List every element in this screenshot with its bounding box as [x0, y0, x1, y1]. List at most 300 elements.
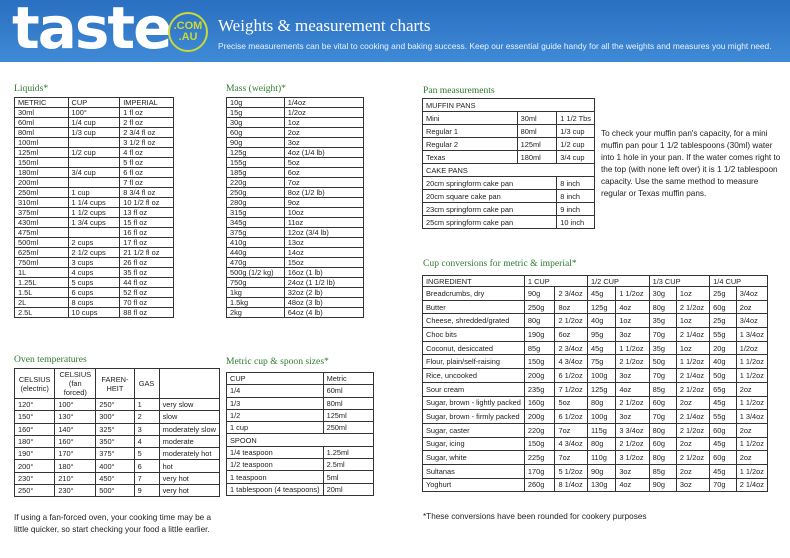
- table-cell: 2 1/2 cups: [68, 248, 120, 258]
- table-row: [227, 208, 364, 218]
- table-row: [15, 138, 174, 148]
- table-row: [423, 396, 768, 410]
- table-cell: 6 fl oz: [120, 168, 174, 178]
- table-cell: 1.25ml: [323, 446, 373, 458]
- table-row: [15, 423, 220, 435]
- table-cell: 30ml: [517, 112, 557, 125]
- table-cell: 1.25L: [15, 278, 69, 288]
- oven-header-row: [15, 369, 220, 399]
- metric-header-row: [227, 373, 374, 385]
- table-cell: 155g: [227, 158, 285, 168]
- table-cell: 1/3 cup: [68, 128, 120, 138]
- table-cell: 2 1/4oz: [676, 328, 709, 342]
- table-cell: 1 1/2oz: [736, 437, 767, 451]
- table-cell: 2.5L: [15, 308, 69, 318]
- table-cell: 90g: [588, 464, 616, 478]
- table-cell: 7oz: [284, 178, 363, 188]
- page-subtitle: Precise measurements can be vital to cooking and baking success. Keep our essential guide handy for all the weights and measures you might need.: [218, 41, 772, 51]
- table-cell: 2 1/2oz: [676, 382, 709, 396]
- table-row: [227, 308, 364, 318]
- table-cell: 130°: [55, 411, 96, 423]
- table-cell: 250g: [524, 300, 555, 314]
- table-cell: 35g: [649, 341, 676, 355]
- table-cell: 1/4 teaspoon: [227, 446, 324, 458]
- table-cell: 350°: [96, 435, 134, 447]
- table-cell: 1/2 cup: [557, 138, 595, 151]
- table-cell: 180ml: [517, 151, 557, 164]
- table-row: [423, 190, 595, 203]
- table-cell: 60g: [710, 300, 737, 314]
- pan-note: To check your muffin pan's capacity, for a mini muffin pan pour 1 1/2 tablespoons (30ml) water into 1 hole in your pan. If the water comes right to the top (with none left over) it is 1 1/2 tablespoon capacity. Use the same method to measure regular or Texas muffin pans.: [601, 129, 781, 198]
- table-cell: 50g: [710, 369, 737, 383]
- table-cell: 2 3/4oz: [555, 341, 588, 355]
- conversions-header-cell: 1/2 CUP: [588, 276, 650, 287]
- conversions-header-cell: 1/3 CUP: [649, 276, 710, 287]
- conversions-table: [422, 275, 768, 492]
- table-cell: 10g: [227, 98, 285, 108]
- table-cell: 4: [134, 435, 159, 447]
- table-cell: 80ml: [15, 128, 69, 138]
- mass-table: [226, 97, 364, 318]
- table-cell: 3oz: [616, 328, 649, 342]
- table-cell: 80g: [649, 451, 676, 465]
- table-cell: 1 1/2 Tbs: [557, 112, 595, 125]
- table-row: [15, 108, 174, 118]
- table-cell: 8 inch: [557, 177, 595, 190]
- table-cell: 375ml: [15, 208, 69, 218]
- table-cell: 500ml: [15, 238, 69, 248]
- table-cell: 100g: [588, 410, 616, 424]
- table-cell: 220g: [227, 178, 285, 188]
- table-row: [227, 248, 364, 258]
- table-cell: 625ml: [15, 248, 69, 258]
- table-cell: 200g: [524, 410, 555, 424]
- table-cell: 1/4oz: [284, 98, 363, 108]
- liquids-header-row: [15, 98, 174, 108]
- table-cell: 470g: [227, 258, 285, 268]
- table-cell: 8 inch: [557, 190, 595, 203]
- table-cell: 20g: [710, 341, 737, 355]
- table-cell: 5oz: [284, 158, 363, 168]
- table-row: [423, 437, 768, 451]
- table-cell: 20ml: [323, 483, 373, 495]
- table-cell: 60g: [710, 451, 737, 465]
- header-banner: [0, 0, 790, 62]
- table-cell: 14oz: [284, 248, 363, 258]
- table-cell: 100ml: [15, 138, 69, 148]
- table-cell: 1.5kg: [227, 298, 285, 308]
- table-cell: 1 1/2oz: [736, 464, 767, 478]
- table-row: [15, 399, 220, 411]
- table-cell: Sugar, caster: [423, 423, 525, 437]
- table-cell: 2 1/2oz: [676, 423, 709, 437]
- table-cell: 6 cups: [68, 288, 120, 298]
- table-row: [15, 460, 220, 472]
- table-cell: 1 1/2oz: [736, 396, 767, 410]
- table-row: [15, 188, 174, 198]
- table-cell: 7oz: [555, 423, 588, 437]
- conversions-title: Cup conversions for metric & imperial*: [423, 258, 577, 269]
- table-cell: 60ml: [323, 385, 373, 397]
- table-row: [15, 448, 220, 460]
- table-cell: 125ml: [323, 409, 373, 421]
- table-cell: 6oz: [555, 328, 588, 342]
- table-cell: 1oz: [676, 287, 709, 301]
- table-row: [227, 446, 374, 458]
- table-row: [423, 382, 768, 396]
- table-cell: 2 1/2oz: [676, 451, 709, 465]
- table-row: [15, 228, 174, 238]
- table-row: [227, 288, 364, 298]
- table-cell: 64oz (4 lb): [284, 308, 363, 318]
- table-cell: 16 fl oz: [120, 228, 174, 238]
- table-cell: 3/4 cup: [68, 168, 120, 178]
- table-cell: 23cm springform cake pan: [423, 203, 557, 216]
- table-row: [15, 411, 220, 423]
- table-cell: 160°: [55, 435, 96, 447]
- table-cell: [68, 228, 120, 238]
- table-row: [423, 177, 595, 190]
- table-cell: 2 cups: [68, 238, 120, 248]
- table-cell: 44 fl oz: [120, 278, 174, 288]
- table-row: [227, 188, 364, 198]
- table-cell: 3/4 cup: [557, 151, 595, 164]
- table-row: [423, 314, 768, 328]
- table-cell: 1/2 teaspoon: [227, 459, 324, 471]
- table-cell: 20cm square cake pan: [423, 190, 557, 203]
- table-cell: 170°: [55, 448, 96, 460]
- table-cell: Mini: [423, 112, 518, 125]
- table-cell: 20cm springform cake pan: [423, 177, 557, 190]
- table-cell: 1 cup: [227, 422, 324, 434]
- table-cell: 190°: [15, 448, 55, 460]
- table-cell: 3 cups: [68, 258, 120, 268]
- table-cell: slow: [159, 411, 219, 423]
- table-cell: 75g: [588, 355, 616, 369]
- table-row: [423, 151, 595, 164]
- table-cell: 3 3/4oz: [616, 423, 649, 437]
- table-row: [15, 208, 174, 218]
- table-cell: 4 fl oz: [120, 148, 174, 158]
- table-row: [15, 178, 174, 188]
- table-cell: 125ml: [517, 138, 557, 151]
- table-cell: 6oz: [284, 168, 363, 178]
- table-cell: 1/2: [227, 409, 324, 421]
- table-row: [227, 258, 364, 268]
- table-cell: Texas: [423, 151, 518, 164]
- metric-title: Metric cup & spoon sizes*: [226, 356, 329, 367]
- table-cell: 3 1/2 fl oz: [120, 138, 174, 148]
- table-cell: 25g: [710, 314, 737, 328]
- table-cell: 70 fl oz: [120, 298, 174, 308]
- spoon-header-row: [227, 434, 374, 446]
- table-cell: 1/2 cup: [68, 148, 120, 158]
- spoon-header: SPOON: [227, 434, 374, 446]
- table-cell: 2.5ml: [323, 459, 373, 471]
- table-cell: 1 1/4 cups: [68, 198, 120, 208]
- conversions-header-row: [423, 276, 768, 287]
- liquids-table: [14, 97, 174, 318]
- table-cell: 1 teaspoon: [227, 471, 324, 483]
- table-cell: 10oz: [284, 208, 363, 218]
- table-cell: 15 fl oz: [120, 218, 174, 228]
- table-cell: 150g: [524, 355, 555, 369]
- table-cell: 430ml: [15, 218, 69, 228]
- table-cell: 225g: [524, 451, 555, 465]
- table-cell: 5 1/2oz: [555, 464, 588, 478]
- table-cell: 220g: [524, 423, 555, 437]
- table-cell: 45g: [710, 437, 737, 451]
- table-cell: 1 cup: [68, 188, 120, 198]
- table-row: [227, 178, 364, 188]
- table-cell: 475ml: [15, 228, 69, 238]
- table-cell: 4 3/4oz: [555, 355, 588, 369]
- table-cell: 2oz: [676, 396, 709, 410]
- table-cell: 125g: [227, 148, 285, 158]
- table-cell: 1 1/2oz: [736, 355, 767, 369]
- table-cell: 310ml: [15, 198, 69, 208]
- table-cell: 230°: [15, 472, 55, 484]
- table-cell: 1/4: [227, 385, 324, 397]
- table-cell: 80g: [524, 314, 555, 328]
- table-cell: 2 1/2oz: [676, 300, 709, 314]
- table-cell: 1/3: [227, 397, 324, 409]
- table-row: [423, 287, 768, 301]
- table-cell: 345g: [227, 218, 285, 228]
- oven-header-cell: FAREN- HEIT: [96, 369, 134, 399]
- table-cell: 2 1/2oz: [616, 355, 649, 369]
- table-row: [227, 198, 364, 208]
- metric-header-cell: Metric: [323, 373, 373, 385]
- table-cell: 8 3/4 fl oz: [120, 188, 174, 198]
- table-cell: 1/2oz: [284, 108, 363, 118]
- metric-header-cell: CUP: [227, 373, 324, 385]
- table-row: [227, 218, 364, 228]
- logo-badge-line1: .COM: [173, 20, 203, 32]
- table-cell: 325°: [96, 423, 134, 435]
- table-row: [227, 158, 364, 168]
- table-cell: 32oz (2 lb): [284, 288, 363, 298]
- table-cell: 1oz: [616, 314, 649, 328]
- table-cell: 5ml: [323, 471, 373, 483]
- table-cell: 80g: [649, 423, 676, 437]
- conversions-note: *These conversions have been rounded for cookery purposes: [423, 512, 647, 521]
- table-cell: 230°: [55, 485, 96, 497]
- table-cell: 1kg: [227, 288, 285, 298]
- table-cell: 60g: [649, 396, 676, 410]
- logo-badge: [168, 12, 208, 52]
- table-row: [227, 98, 364, 108]
- table-row: [227, 483, 374, 495]
- table-cell: 3oz: [676, 478, 709, 492]
- oven-header-cell: [159, 369, 219, 399]
- table-cell: 55g: [710, 410, 737, 424]
- table-row: [423, 478, 768, 492]
- table-cell: 1 tablespoon (4 teaspoons): [227, 483, 324, 495]
- table-cell: 180°: [55, 460, 96, 472]
- table-cell: Sugar, white: [423, 451, 525, 465]
- table-cell: 2 1/2oz: [555, 314, 588, 328]
- table-row: [227, 138, 364, 148]
- table-row: [15, 288, 174, 298]
- oven-note: If using a fan-forced oven, your cooking time may be a little quicker, so start checking your food a little earlier.: [14, 513, 212, 534]
- table-cell: 2oz: [736, 423, 767, 437]
- table-cell: 8oz: [555, 300, 588, 314]
- table-cell: 375°: [96, 448, 134, 460]
- table-row: [423, 216, 595, 229]
- table-cell: 1 1/2oz: [736, 369, 767, 383]
- table-row: [15, 218, 174, 228]
- liquids-title: Liquids*: [14, 83, 49, 94]
- table-row: [423, 410, 768, 424]
- table-cell: Sugar, brown - lightly packed: [423, 396, 525, 410]
- conversions-header-cell: 1 CUP: [524, 276, 587, 287]
- table-cell: 13 fl oz: [120, 208, 174, 218]
- table-row: [423, 203, 595, 216]
- oven-title: Oven temperatures: [14, 354, 87, 365]
- table-cell: 160g: [524, 396, 555, 410]
- table-cell: 90g: [524, 287, 555, 301]
- table-cell: Coconut, desiccated: [423, 341, 525, 355]
- table-row: [15, 278, 174, 288]
- table-cell: 6 1/2oz: [555, 369, 588, 383]
- table-cell: [68, 158, 120, 168]
- table-cell: 250g: [227, 188, 285, 198]
- liquids-header-cell: METRIC: [15, 98, 69, 108]
- table-cell: 2 3/4 fl oz: [120, 128, 174, 138]
- metric-cup-table: [226, 372, 374, 496]
- table-cell: 35g: [649, 314, 676, 328]
- liquids-header-cell: CUP: [68, 98, 120, 108]
- table-row: [227, 471, 374, 483]
- table-row: [227, 128, 364, 138]
- table-cell: 15g: [227, 108, 285, 118]
- table-cell: 1 1/2 cups: [68, 208, 120, 218]
- table-cell: 190g: [524, 328, 555, 342]
- cake-header-row: [423, 164, 595, 177]
- table-row: [227, 148, 364, 158]
- table-cell: 6 1/2oz: [555, 410, 588, 424]
- table-cell: moderate: [159, 435, 219, 447]
- table-cell: 750g: [227, 278, 285, 288]
- table-row: [15, 118, 174, 128]
- table-cell: 17 fl oz: [120, 238, 174, 248]
- table-cell: 2oz: [676, 464, 709, 478]
- table-cell: very slow: [159, 399, 219, 411]
- table-row: [423, 423, 768, 437]
- table-row: [227, 238, 364, 248]
- table-cell: 10 cups: [68, 308, 120, 318]
- table-cell: 60g: [227, 128, 285, 138]
- table-cell: Sour cream: [423, 382, 525, 396]
- table-cell: 30g: [227, 118, 285, 128]
- table-cell: 1 3/4oz: [736, 410, 767, 424]
- table-cell: 90g: [649, 478, 676, 492]
- table-row: [227, 397, 374, 409]
- table-row: [15, 485, 220, 497]
- table-cell: 3 1/2oz: [616, 451, 649, 465]
- table-cell: 5 cups: [68, 278, 120, 288]
- table-row: [227, 268, 364, 278]
- table-cell: 80ml: [323, 397, 373, 409]
- table-cell: 90g: [227, 138, 285, 148]
- table-cell: 125ml: [15, 148, 69, 158]
- table-cell: 1 3/4oz: [736, 328, 767, 342]
- table-cell: 3/4oz: [736, 314, 767, 328]
- table-row: [15, 158, 174, 168]
- table-cell: 4oz (1/4 lb): [284, 148, 363, 158]
- table-cell: 12oz (3/4 lb): [284, 228, 363, 238]
- table-cell: 30g: [649, 287, 676, 301]
- table-cell: 30ml: [15, 108, 69, 118]
- table-cell: 4oz: [616, 478, 649, 492]
- cake-pans-header: CAKE PANS: [423, 164, 595, 177]
- table-row: [423, 355, 768, 369]
- table-row: [15, 308, 174, 318]
- table-cell: 80ml: [517, 125, 557, 138]
- table-row: [227, 118, 364, 128]
- table-row: [15, 435, 220, 447]
- table-cell: 60g: [710, 423, 737, 437]
- table-cell: 180ml: [15, 168, 69, 178]
- table-cell: 150g: [524, 437, 555, 451]
- table-cell: 5 fl oz: [120, 158, 174, 168]
- page-title: Weights & measurement charts: [218, 16, 431, 35]
- table-cell: moderately slow: [159, 423, 219, 435]
- table-cell: 160°: [15, 423, 55, 435]
- pan-table: [422, 98, 595, 229]
- table-row: [15, 198, 174, 208]
- table-cell: very hot: [159, 485, 219, 497]
- table-cell: 70g: [649, 410, 676, 424]
- table-cell: 185g: [227, 168, 285, 178]
- table-cell: Breadcrumbs, dry: [423, 287, 525, 301]
- table-cell: 80g: [588, 396, 616, 410]
- table-cell: very hot: [159, 472, 219, 484]
- table-cell: 2 1/4oz: [676, 369, 709, 383]
- table-cell: 4oz: [616, 300, 649, 314]
- table-cell: 45g: [588, 341, 616, 355]
- table-cell: 65g: [710, 382, 737, 396]
- table-cell: 25cm springform cake pan: [423, 216, 557, 229]
- table-cell: 1 1/2oz: [616, 341, 649, 355]
- table-cell: 150°: [15, 411, 55, 423]
- table-cell: 70g: [710, 478, 737, 492]
- table-cell: 750ml: [15, 258, 69, 268]
- table-cell: 7oz: [555, 451, 588, 465]
- table-cell: 11oz: [284, 218, 363, 228]
- table-cell: 3oz: [284, 138, 363, 148]
- table-cell: Cheese, shredded/grated: [423, 314, 525, 328]
- table-cell: 60g: [649, 437, 676, 451]
- table-cell: 26 fl oz: [120, 258, 174, 268]
- table-cell: 5oz: [555, 396, 588, 410]
- table-row: [227, 228, 364, 238]
- table-row: [423, 341, 768, 355]
- table-cell: 130g: [588, 478, 616, 492]
- mass-title: Mass (weight)*: [226, 83, 286, 94]
- table-cell: Rice, uncooked: [423, 369, 525, 383]
- table-cell: 55g: [710, 328, 737, 342]
- table-cell: 100°: [55, 399, 96, 411]
- table-cell: 85g: [649, 464, 676, 478]
- table-cell: 150ml: [15, 158, 69, 168]
- table-cell: 9oz: [284, 198, 363, 208]
- table-cell: 8 cups: [68, 298, 120, 308]
- table-row: [15, 248, 174, 258]
- table-cell: 2 1/4oz: [676, 410, 709, 424]
- table-cell: 2oz: [736, 382, 767, 396]
